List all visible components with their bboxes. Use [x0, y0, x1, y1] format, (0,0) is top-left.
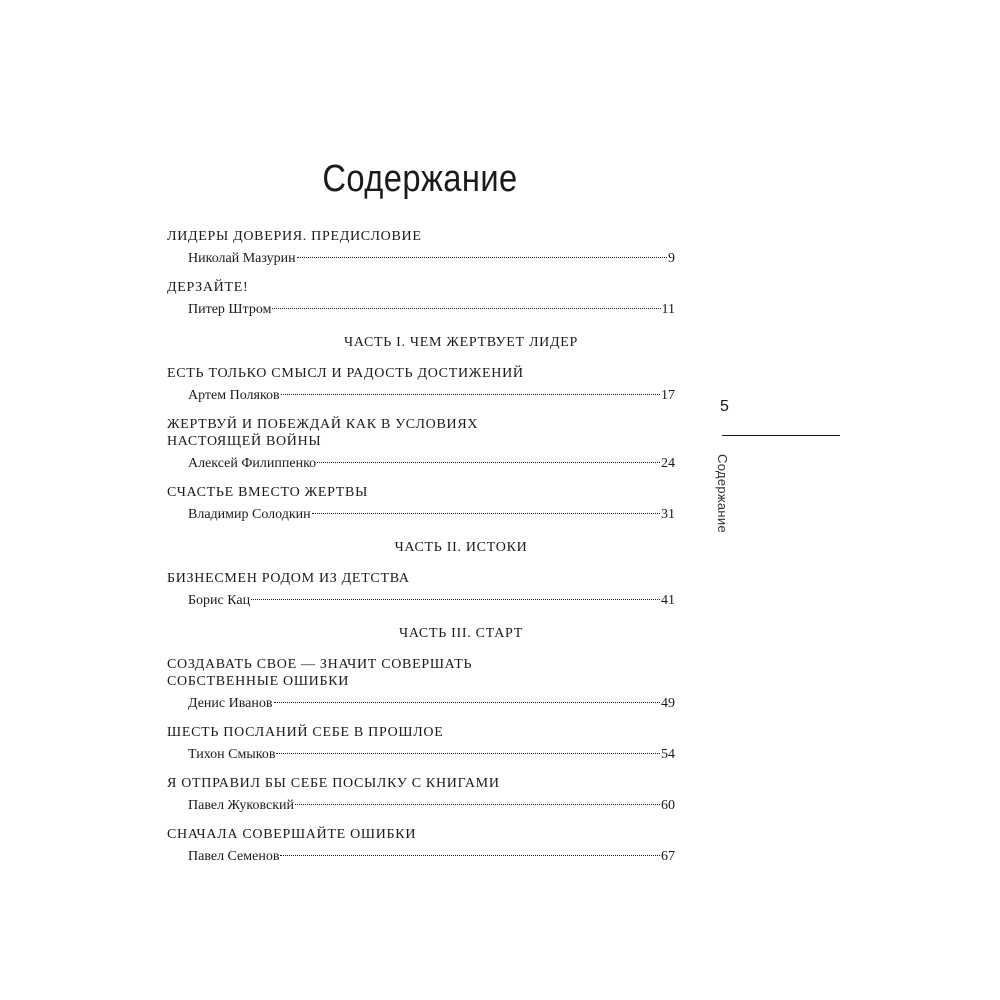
entry-title: СОБСТВЕННЫЕ ОШИБКИ: [167, 674, 350, 689]
page-title: Содержание: [322, 158, 518, 200]
toc-part2-group: [167, 570, 675, 609]
entry-author-line: [167, 695, 675, 712]
dot-leader: [295, 804, 660, 805]
part-heading: ЧАСТЬ II. ИСТОКИ: [394, 540, 528, 555]
toc-entry[interactable]: [167, 656, 675, 712]
entry-author-line: [167, 250, 675, 267]
dot-leader: [281, 394, 660, 395]
entry-author: Алексей Филиппенко: [188, 456, 317, 471]
entry-author: Питер Штром: [188, 302, 272, 317]
entry-title: ЖЕРТВУЙ И ПОБЕЖДАЙ КАК В УСЛОВИЯХ: [167, 417, 479, 432]
toc-entry[interactable]: [167, 826, 675, 865]
toc-entry[interactable]: [167, 279, 675, 318]
entry-page-number: 49: [661, 696, 675, 711]
toc-entry[interactable]: [167, 724, 675, 763]
entry-author: Владимир Солодкин: [188, 507, 311, 522]
toc-entry[interactable]: [167, 570, 675, 609]
toc-intro-group: [167, 228, 675, 318]
entry-author: Николай Мазурин: [188, 251, 296, 266]
entry-author: Павел Семенов: [188, 849, 280, 864]
dot-leader: [280, 855, 660, 856]
entry-author: Борис Кац: [188, 593, 251, 608]
entry-author: Денис Иванов: [188, 696, 273, 711]
entry-page-number: 54: [661, 747, 675, 762]
toc-entry[interactable]: [167, 416, 675, 472]
divider: [722, 435, 840, 436]
dot-leader: [276, 753, 660, 754]
part-heading: ЧАСТЬ I. ЧЕМ ЖЕРТВУЕТ ЛИДЕР: [344, 335, 578, 350]
entry-page-number: 60: [661, 798, 675, 813]
entry-author-line: [167, 387, 675, 404]
entry-author-line: [167, 301, 675, 318]
entry-page-number: 9: [668, 251, 675, 266]
toc-part1-group: [167, 365, 675, 523]
dot-leader: [312, 513, 660, 514]
entry-title: СОЗДАВАТЬ СВОЕ — ЗНАЧИТ СОВЕРШАТЬ: [167, 657, 473, 672]
toc-entry[interactable]: [167, 484, 675, 523]
entry-author-line: [167, 506, 675, 523]
table-of-contents: [167, 228, 675, 877]
dot-leader: [251, 599, 660, 600]
entry-title: НАСТОЯЩЕЙ ВОЙНЫ: [167, 434, 322, 449]
toc-part3-group: [167, 656, 675, 865]
entry-author: Павел Жуковский: [188, 798, 295, 813]
entry-page-number: 17: [661, 388, 675, 403]
entry-author-line: [167, 746, 675, 763]
toc-entry[interactable]: [167, 228, 675, 267]
entry-author: Тихон Смыков: [188, 747, 276, 762]
dot-leader: [317, 462, 660, 463]
dot-leader: [272, 308, 660, 309]
entry-author-line: [167, 848, 675, 865]
entry-page-number: 31: [661, 507, 675, 522]
entry-author-line: [167, 592, 675, 609]
entry-title: Я ОТПРАВИЛ БЫ СЕБЕ ПОСЫЛКУ С КНИГАМИ: [167, 776, 500, 791]
entry-author-line: [167, 797, 675, 814]
entry-title: ЛИДЕРЫ ДОВЕРИЯ. ПРЕДИСЛОВИЕ: [167, 229, 422, 244]
dot-leader: [297, 257, 667, 258]
entry-title: ЕСТЬ ТОЛЬКО СМЫСЛ И РАДОСТЬ ДОСТИЖЕНИЙ: [167, 366, 524, 381]
entry-page-number: 11: [661, 302, 675, 317]
entry-title: ШЕСТЬ ПОСЛАНИЙ СЕБЕ В ПРОШЛОЕ: [167, 725, 444, 740]
part-heading: ЧАСТЬ III. СТАРТ: [399, 626, 523, 641]
entry-author: Артем Поляков: [188, 388, 280, 403]
entry-title: СЧАСТЬЕ ВМЕСТО ЖЕРТВЫ: [167, 485, 368, 500]
entry-page-number: 41: [661, 593, 675, 608]
entry-page-number: 67: [661, 849, 675, 864]
entry-author-line: [167, 455, 675, 472]
dot-leader: [274, 702, 661, 703]
entry-title: СНАЧАЛА СОВЕРШАЙТЕ ОШИБКИ: [167, 827, 417, 842]
entry-title: БИЗНЕСМЕН РОДОМ ИЗ ДЕТСТВА: [167, 571, 410, 586]
toc-entry[interactable]: [167, 365, 675, 404]
toc-entry[interactable]: [167, 775, 675, 814]
entry-page-number: 24: [661, 456, 675, 471]
page-number: 5: [720, 398, 729, 415]
entry-title: ДЕРЗАЙТЕ!: [167, 280, 249, 295]
running-header: Содержание: [715, 454, 730, 533]
